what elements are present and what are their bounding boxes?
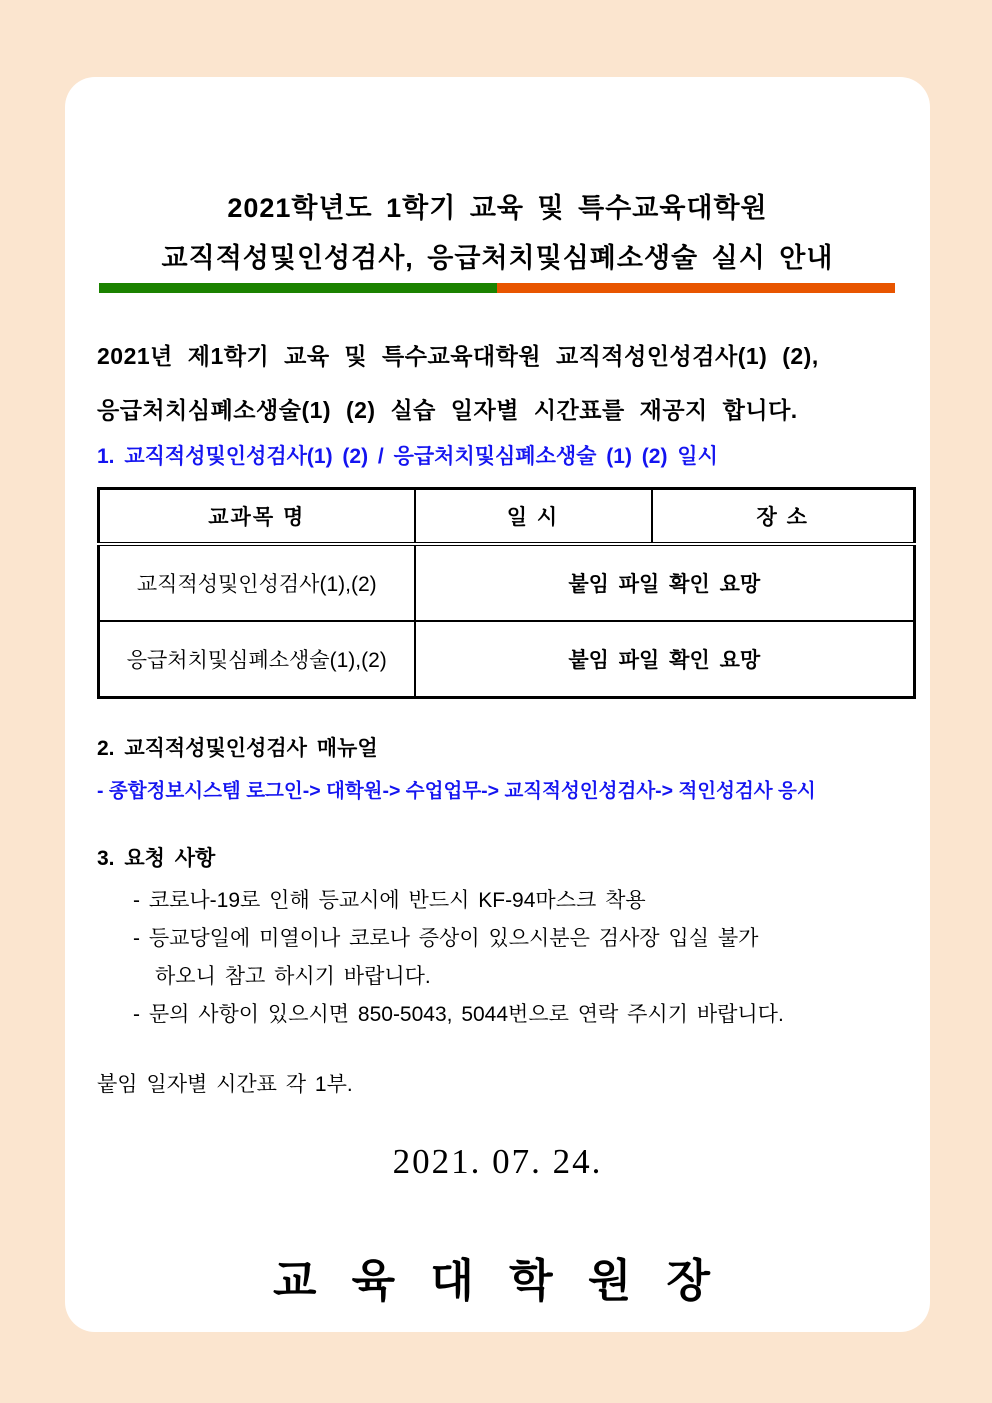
section3-heading: 3. 요청 사항 [97,847,216,870]
note-cell: 붙임 파일 확인 요망 [415,621,915,698]
section3-list [97,882,898,1034]
notice-card [65,77,930,1332]
column-header-subject: 교과목 명 [99,489,415,545]
signature-title: 교 육 대 학 원 장 [272,1256,723,1306]
subject-cell: 교직적성및인성검사(1),(2) [99,544,415,621]
table-row [99,621,915,698]
section2-heading: 2. 교직적성및인성검사 매뉴얼 [97,737,378,760]
list-item: - 문의 사항이 있으시면 850-5043, 5044번으로 연락 주시기 바랍니다. [133,1003,784,1026]
divider-orange-segment [497,283,895,293]
attachment-note: 붙임 일자별 시간표 각 1부. [97,1073,353,1096]
table-row [99,544,915,621]
table-header-row [99,489,915,545]
issue-date: 2021. 07. 24. [392,1142,603,1181]
column-header-place: 장 소 [652,489,915,545]
note-cell: 붙임 파일 확인 요망 [415,544,915,621]
intro-paragraph [97,329,898,437]
list-item: - 코로나-19로 인해 등교시에 반드시 KF-94마스크 착용 [133,889,646,912]
list-item-continuation: 하오니 참고 하시기 바랍니다. [155,965,431,988]
section2-menu-path: - 종합정보시스템 로그인-> 대학원-> 수업업무-> 교직적성인성검사-> 적인성검사 응시 [97,780,816,802]
title-divider-bar [99,283,895,293]
intro-line2: 응급처치심폐소생술(1) (2) 실습 일자별 시간표를 재공지 합니다. [97,397,798,423]
section1-heading: 1. 교직적성및인성검사(1) (2) / 응급처치및심폐소생술 (1) (2) 일시 [97,445,718,468]
notice-title-line2: 교직적성및인성검사, 응급처치및심폐소생술 실시 안내 [161,243,834,273]
notice-title [97,183,898,283]
list-item: - 등교당일에 미열이나 코로나 증상이 있으시분은 검사장 입실 불가 [133,927,759,950]
subject-cell: 응급처치및심폐소생술(1),(2) [99,621,415,698]
intro-line1: 2021년 제1학기 교육 및 특수교육대학원 교직적성인성검사(1) (2), [97,343,819,369]
schedule-table [97,487,916,699]
divider-green-segment [99,283,497,293]
notice-title-line1: 2021학년도 1학기 교육 및 특수교육대학원 [227,193,768,223]
column-header-datetime: 일 시 [415,489,652,545]
